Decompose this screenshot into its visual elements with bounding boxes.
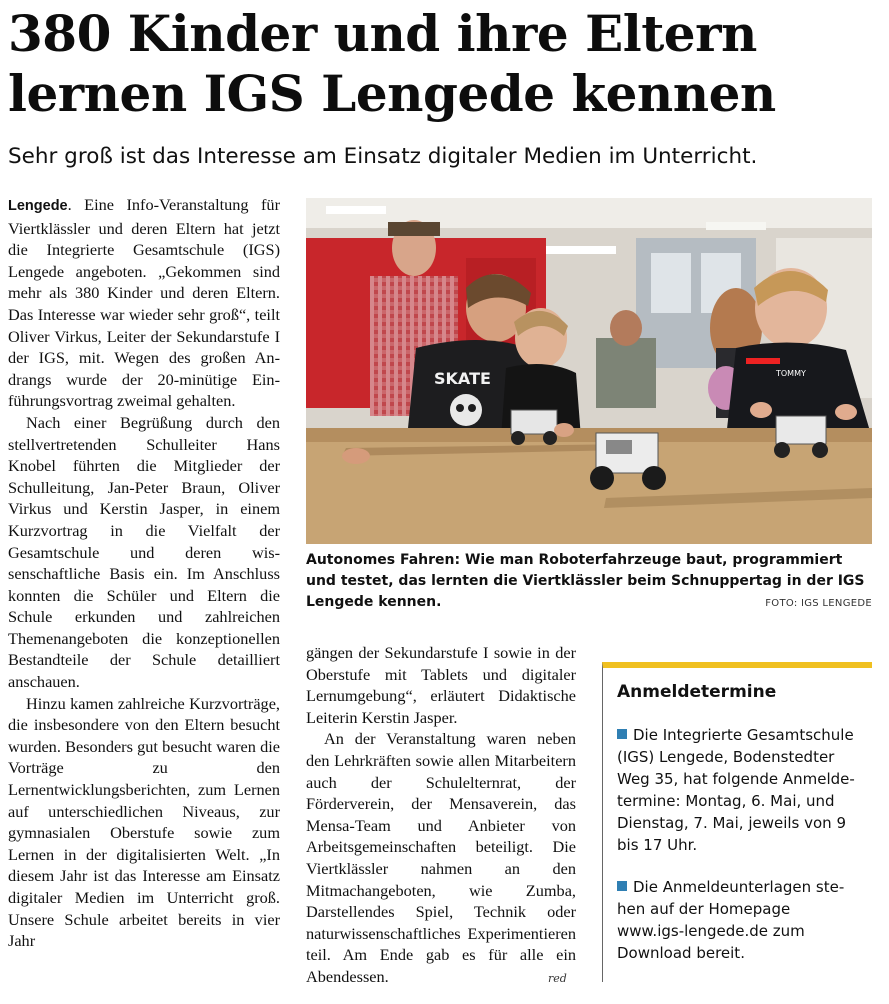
article-paragraph-1: [8, 194, 280, 412]
square-bullet-icon: [617, 729, 627, 739]
shirt-text-skate: SKATE: [434, 369, 491, 388]
headline: 380 Kinder und ihre Eltern lernen IGS Lengede kennen: [8, 4, 776, 123]
infobox-item-2-text: Die Anmeldeunterlagen stehen auf der Homepage www.igs-lengede.de zum Download bereit.: [617, 878, 845, 962]
article-paragraph-4: An der Veranstaltung waren neben den Lehrkräften sowie allen Mitarbeitern auch der Schulelternrat, der Förderverein, der Mensaverein, das Mensa-Team und Anbieter von Arbeitsgemeinschaften beteiligt. Die Viertklässler nahmen an den Mitmachangeboten, wie Zumba, Darstellendes Spiel, Technik oder naturwissenschaftliches Experimentieren teil. Am Ende gab es für alle ein Abendessen.: [306, 729, 576, 986]
article-column-2: [306, 642, 576, 988]
infobox-item-1: [617, 724, 872, 856]
paragraph-1-text: . Eine Info-Veranstaltung für Viertklässler und deren Eltern hat jetzt die Integrierte Gesamtschule (IGS) Lengede angeboten. „Gekommen sind mehr als 380 Kinder und deren Eltern. Das Interesse war wieder sehr groß“, teilt Oliver Virkus, Leiter der Sekundarstufe I der IGS, mit. Wegen des großen Andrangs wurde der 20-minütige Einführungsvortrag zweimal gehalten.: [8, 195, 280, 411]
shirt-text-tommy: TOMMY: [776, 369, 806, 378]
photo-caption: Autonomes Fahren: Wie man Roboterfahrzeuge baut, programmiert und testet, das lernten die Viertklässler beim Schnuppertag in der IGS Lengede kennen.: [306, 552, 865, 610]
article-column-1: [8, 194, 280, 952]
registration-infobox: [602, 662, 872, 982]
subheadline: Sehr groß ist das Interesse am Einsatz digitaler Medien im Unterricht.: [8, 144, 758, 169]
photo-illustration: [306, 198, 872, 544]
infobox-item-2: [617, 876, 872, 964]
photo-credit: FOTO: IGS LENGEDE: [765, 598, 872, 609]
infobox-item-1-text: Die Integrierte Gesamtschule (IGS) Lengede, Bodenstedter Weg 35, hat folgende Anmeldetermine: Montag, 6. Mai, und Dienstag, 7. Mai, jeweils von 9 bis 17 Uhr.: [617, 726, 855, 854]
dateline: Lengede: [8, 198, 68, 214]
author-signature: red: [548, 972, 567, 985]
article-paragraph-3: Hinzu kamen zahlreiche Kurzvorträge, die insbesondere von den Eltern besucht wurden. Besonders gut besucht waren die Vorträge zu den Lernentwicklungsberichten, zum Lernen auf unterschiedlichen Niveaus, zur gymnasialen Oberstufe sowie zum Lernen in der digitalisierten Welt. „In diesem Jahr ist das Interesse am Einsatz digitaler Medien im Unterricht groß. Unsere Schule arbeitet bereits in vier Jahr: [8, 693, 280, 951]
article-photo: [306, 198, 872, 544]
article-paragraph-3-continued: gängen der Sekundarstufe I sowie in der Oberstufe mit Tablets und digitaler Lernumgebung“, erläutert Didaktische Leiterin Kerstin Jasper.: [306, 643, 576, 727]
article-paragraph-2: Nach einer Begrüßung durch den stellvertretenden Schulleiter Hans Knobel führten die Mitglieder der Schulleitung, Jan-Peter Braun, Oliver Virkus und Kerstin Jasper, in einem Kurzvortrag in die Vielfalt der Gesamtschule und deren wissenschaftliche Basis ein. Im Anschluss konnten die Schüler und Eltern die Schule erkunden und zahlreichen Themenangeboten die konzeptionellen Bestandteile der Schule detailliert anschauen.: [8, 412, 280, 692]
infobox-title: Anmeldetermine: [617, 682, 777, 702]
square-bullet-icon: [617, 881, 627, 891]
